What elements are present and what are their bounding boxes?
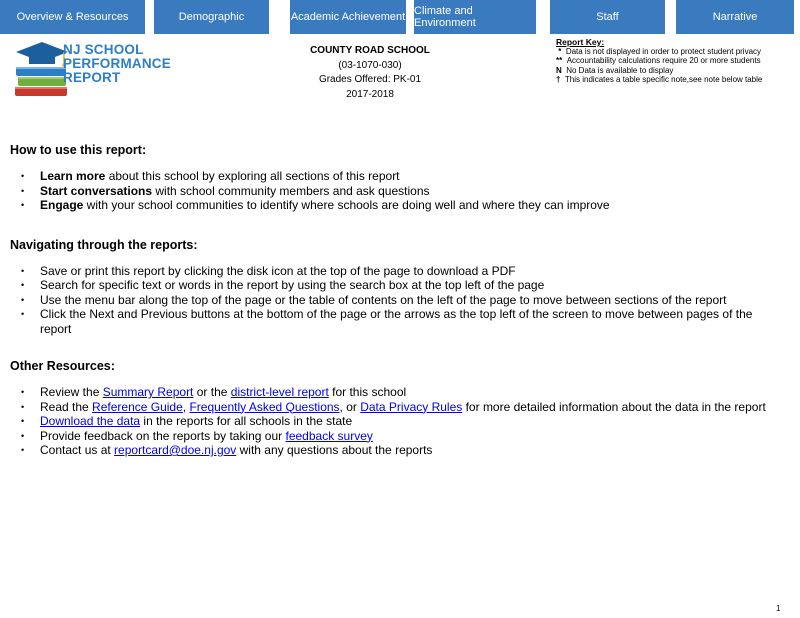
key-symbol: †: [556, 74, 561, 84]
school-code: (03-1070-030): [338, 59, 402, 71]
list-item: [10, 400, 785, 415]
item-bold: Start conversations: [40, 183, 153, 198]
report-key: [556, 38, 796, 84]
item-text: for more detailed information about the data in the report: [462, 399, 766, 414]
key-text: This indicates a table specific note,see note below table: [564, 74, 763, 84]
item-text: Read the: [40, 399, 93, 414]
download-data-link[interactable]: Download the data: [40, 414, 141, 428]
item-text: with any questions about the reports: [236, 443, 433, 457]
contact-email-link[interactable]: reportcard@doe.nj.gov: [114, 443, 237, 457]
tab-demographic[interactable]: Demographic: [154, 0, 269, 34]
key-symbol: *: [558, 47, 562, 57]
data-privacy-rules-link[interactable]: Data Privacy Rules: [360, 399, 463, 414]
nav-menu-bar: [0, 0, 800, 34]
item-text: in the reports for all schools in the state: [140, 414, 353, 428]
item-text: for this school: [328, 385, 407, 399]
summary-report-link[interactable]: Summary Report: [102, 385, 194, 399]
how-to-use-heading: How to use this report:: [10, 143, 147, 157]
logo-line-2: PERFORMANCE: [63, 56, 171, 71]
key-text: Accountability calculations require 20 or more students: [566, 56, 761, 66]
list-item: [10, 429, 785, 444]
report-key-item: [556, 75, 796, 84]
item-text: with your school communities to identify where schools are doing well and where they can improve: [83, 198, 610, 212]
faq-link[interactable]: Frequently Asked Questions: [189, 399, 340, 414]
list-item: [10, 169, 785, 184]
list-item: • Click the Next and Previous buttons at the bottom of the page or the arrows as the top left of the screen to move between pages of the report: [10, 307, 785, 336]
other-resources-heading: Other Resources:: [10, 359, 115, 373]
school-year: 2017-2018: [346, 88, 394, 100]
key-symbol: **: [556, 56, 563, 66]
navigating-list: [10, 264, 785, 337]
item-text: about this school by exploring all sections of this report: [105, 169, 400, 183]
item-text: with school community members and ask questions: [152, 183, 430, 198]
item-text: Provide feedback on the reports by taking our: [40, 428, 286, 443]
school-info: [290, 44, 450, 102]
grades-offered: Grades Offered: PK-01: [318, 74, 422, 85]
tab-climate-environment[interactable]: Climate and Environment: [414, 0, 536, 34]
school-name: COUNTY ROAD SCHOOL: [310, 45, 430, 56]
feedback-survey-link[interactable]: feedback survey: [285, 428, 373, 443]
tab-overview-resources[interactable]: Overview & Resources: [0, 0, 145, 34]
navigating-heading: Navigating through the reports:: [10, 237, 198, 252]
item-text: Contact us at: [40, 443, 115, 457]
key-text: Data is not displayed in order to protect student privacy: [565, 47, 762, 57]
list-item: [10, 184, 785, 199]
main-content: [10, 143, 785, 458]
item-text: or the: [193, 385, 231, 399]
tab-narrative[interactable]: Narrative: [676, 0, 794, 34]
logo-line-1: NJ SCHOOL: [63, 42, 144, 57]
list-item: [10, 198, 785, 213]
item-text: Review the: [40, 385, 103, 399]
list-item: [10, 414, 785, 429]
page-number: 1: [776, 604, 781, 613]
logo-wordmark: [63, 43, 171, 85]
district-report-link[interactable]: district-level report: [230, 385, 329, 399]
item-bold: Learn more: [40, 169, 106, 183]
how-to-use-list: [10, 169, 785, 213]
tab-academic-achievement[interactable]: Academic Achievement: [290, 0, 406, 34]
reference-guide-link[interactable]: Reference Guide: [92, 399, 183, 414]
list-item: • Use the menu bar along the top of the page or the table of contents on the left of the page to move between sections of the report: [10, 293, 785, 308]
report-key-item: [556, 47, 796, 56]
key-text: No Data is available to display: [566, 65, 674, 75]
list-item: • Search for specific text or words in the report by using the search box at the top left of the page: [10, 278, 785, 293]
item-bold: Engage: [40, 198, 84, 212]
report-key-title: Report Key:: [556, 37, 605, 47]
report-key-item: [556, 66, 796, 75]
other-resources-list: [10, 385, 785, 458]
list-item: [10, 443, 785, 458]
logo-line-3: REPORT: [63, 70, 121, 85]
list-item: • Save or print this report by clicking the disk icon at the top of the page to download a PDF: [10, 264, 785, 279]
tab-staff[interactable]: Staff: [550, 0, 665, 34]
key-symbol: N: [556, 65, 562, 75]
list-item: [10, 385, 785, 400]
report-key-item: [556, 56, 796, 65]
item-text: ,: [182, 399, 190, 414]
item-text: , or: [339, 399, 361, 414]
